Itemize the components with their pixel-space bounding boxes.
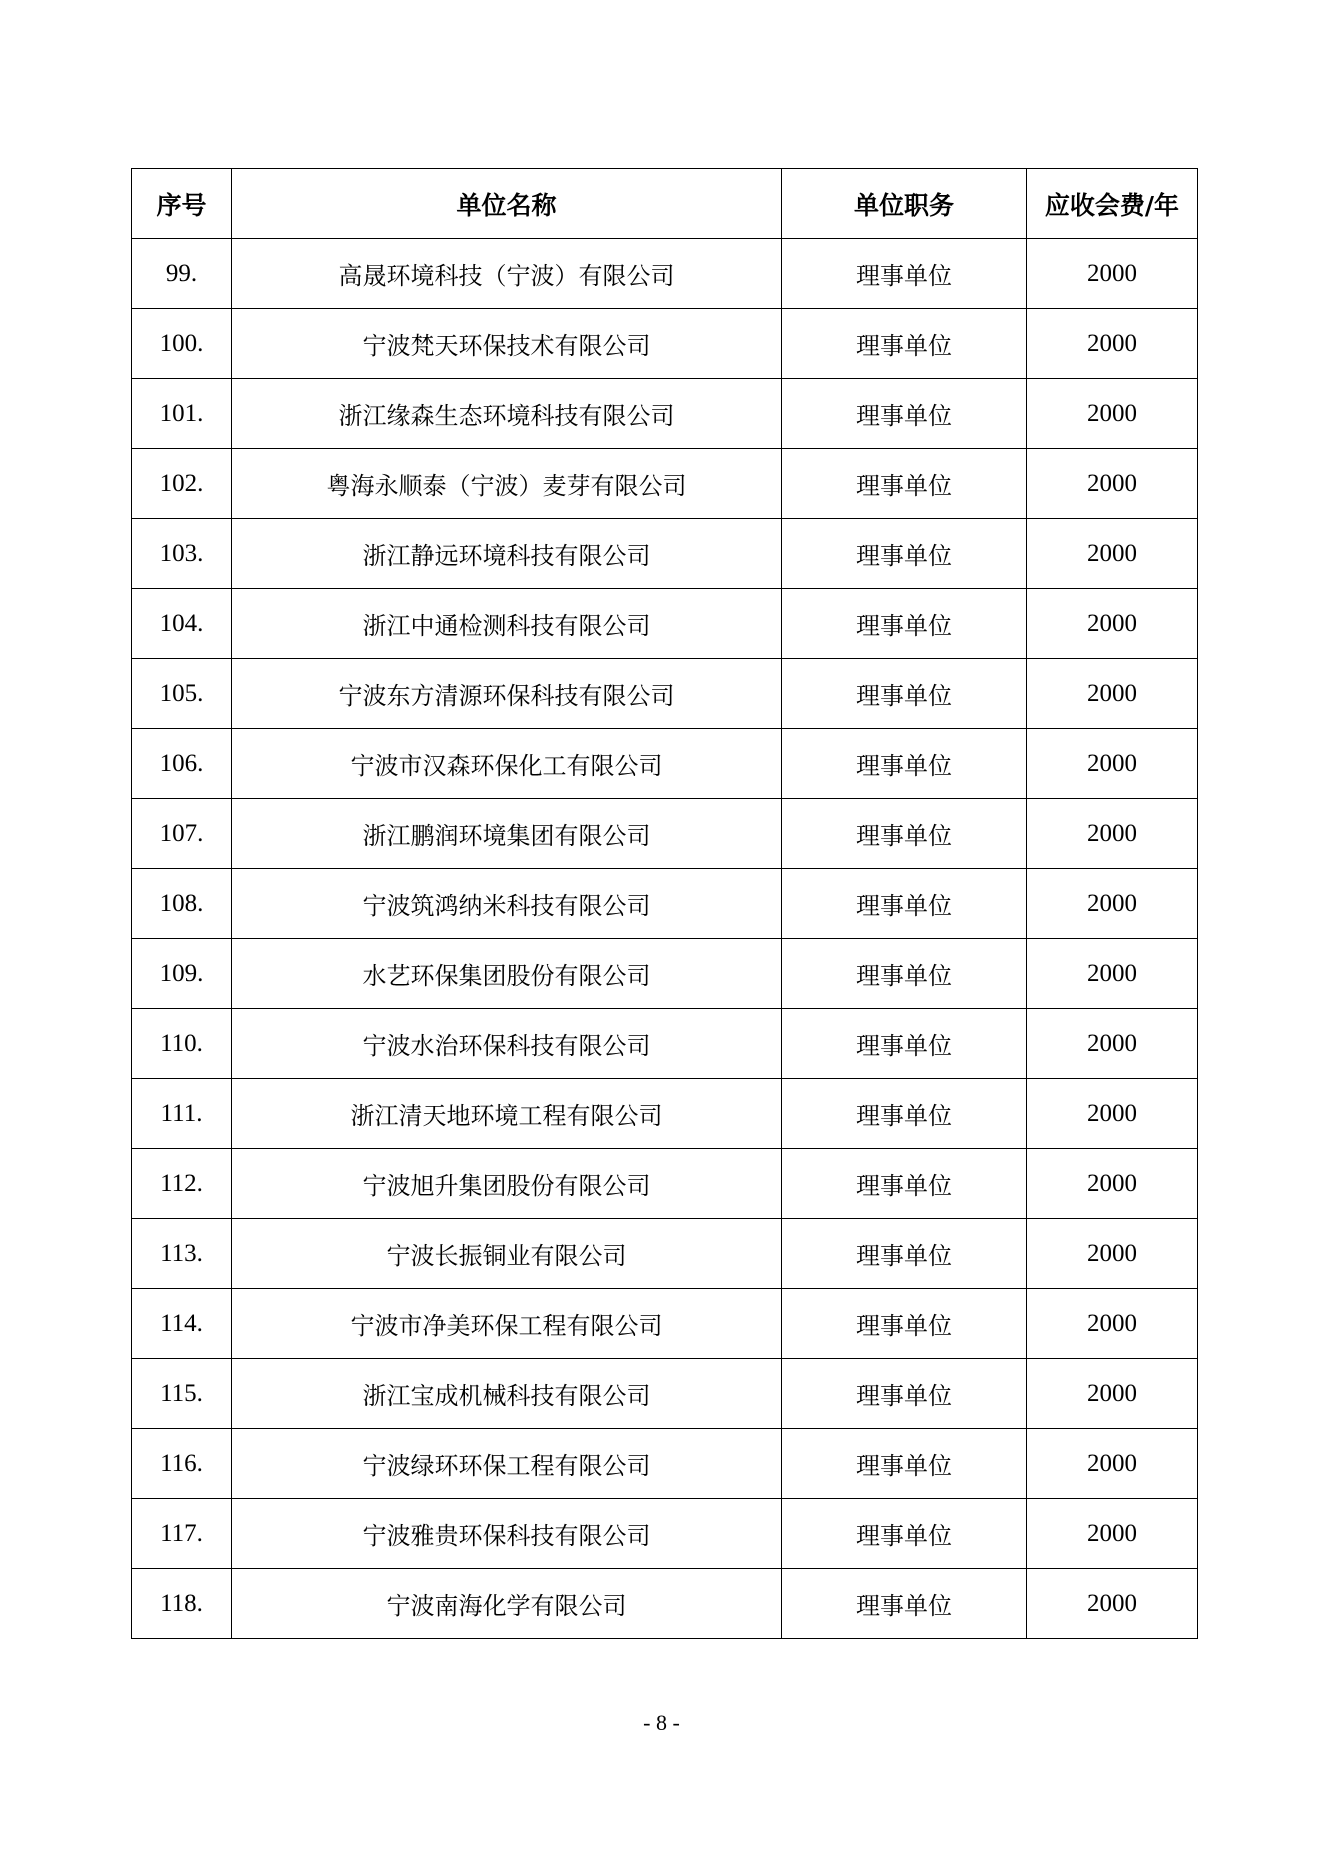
table-row [132, 659, 1198, 729]
table-row [132, 309, 1198, 379]
row-unit-name: 宁波东方清源环保科技有限公司 [232, 659, 782, 729]
table-row [132, 449, 1198, 519]
row-unit-role: 理事单位 [782, 309, 1027, 379]
row-unit-name: 宁波南海化学有限公司 [232, 1569, 782, 1639]
table-row [132, 589, 1198, 659]
row-annual-fee: 2000 [1027, 1219, 1198, 1289]
row-annual-fee: 2000 [1027, 1149, 1198, 1219]
row-unit-name: 浙江宝成机械科技有限公司 [232, 1359, 782, 1429]
row-unit-role: 理事单位 [782, 1499, 1027, 1569]
row-annual-fee: 2000 [1027, 1079, 1198, 1149]
row-index: 111. [132, 1079, 232, 1149]
row-annual-fee: 2000 [1027, 309, 1198, 379]
row-unit-role: 理事单位 [782, 939, 1027, 1009]
row-unit-name: 浙江静远环境科技有限公司 [232, 519, 782, 589]
row-unit-name: 宁波雅贵环保科技有限公司 [232, 1499, 782, 1569]
row-index: 101. [132, 379, 232, 449]
row-annual-fee: 2000 [1027, 1569, 1198, 1639]
row-unit-role: 理事单位 [782, 379, 1027, 449]
row-index: 112. [132, 1149, 232, 1219]
row-index: 100. [132, 309, 232, 379]
row-index: 106. [132, 729, 232, 799]
row-index: 104. [132, 589, 232, 659]
row-annual-fee: 2000 [1027, 1009, 1198, 1079]
row-index: 115. [132, 1359, 232, 1429]
row-annual-fee: 2000 [1027, 1429, 1198, 1499]
table-row [132, 939, 1198, 1009]
row-unit-name: 宁波梵天环保技术有限公司 [232, 309, 782, 379]
row-unit-name: 宁波市净美环保工程有限公司 [232, 1289, 782, 1359]
table-row [132, 1009, 1198, 1079]
row-unit-role: 理事单位 [782, 519, 1027, 589]
row-unit-role: 理事单位 [782, 1219, 1027, 1289]
row-unit-role: 理事单位 [782, 1289, 1027, 1359]
row-unit-role: 理事单位 [782, 1569, 1027, 1639]
row-unit-name: 浙江中通检测科技有限公司 [232, 589, 782, 659]
row-index: 109. [132, 939, 232, 1009]
table-row [132, 869, 1198, 939]
row-index: 117. [132, 1499, 232, 1569]
header-unit-role: 单位职务 [782, 169, 1027, 239]
row-annual-fee: 2000 [1027, 449, 1198, 519]
row-unit-role: 理事单位 [782, 1079, 1027, 1149]
row-unit-role: 理事单位 [782, 869, 1027, 939]
row-unit-name: 宁波市汉森环保化工有限公司 [232, 729, 782, 799]
header-annual-fee: 应收会费/年 [1027, 169, 1198, 239]
table-row [132, 239, 1198, 309]
page-number: - 8 - [643, 1710, 680, 1735]
row-index: 116. [132, 1429, 232, 1499]
row-unit-name: 宁波长振铜业有限公司 [232, 1219, 782, 1289]
row-unit-role: 理事单位 [782, 659, 1027, 729]
row-unit-name: 水艺环保集团股份有限公司 [232, 939, 782, 1009]
row-unit-role: 理事单位 [782, 1429, 1027, 1499]
row-annual-fee: 2000 [1027, 589, 1198, 659]
row-index: 107. [132, 799, 232, 869]
row-unit-role: 理事单位 [782, 799, 1027, 869]
row-unit-name: 粤海永顺泰（宁波）麦芽有限公司 [232, 449, 782, 519]
row-annual-fee: 2000 [1027, 519, 1198, 589]
row-annual-fee: 2000 [1027, 239, 1198, 309]
row-annual-fee: 2000 [1027, 1289, 1198, 1359]
row-annual-fee: 2000 [1027, 379, 1198, 449]
row-index: 105. [132, 659, 232, 729]
row-unit-role: 理事单位 [782, 449, 1027, 519]
row-index: 108. [132, 869, 232, 939]
table-row [132, 1079, 1198, 1149]
row-unit-role: 理事单位 [782, 1149, 1027, 1219]
row-unit-name: 浙江清天地环境工程有限公司 [232, 1079, 782, 1149]
row-unit-name: 宁波绿环环保工程有限公司 [232, 1429, 782, 1499]
row-annual-fee: 2000 [1027, 1359, 1198, 1429]
row-unit-role: 理事单位 [782, 729, 1027, 799]
row-index: 118. [132, 1569, 232, 1639]
row-unit-name: 宁波筑鸿纳米科技有限公司 [232, 869, 782, 939]
table-row [132, 1289, 1198, 1359]
table-header-row [132, 169, 1198, 239]
row-annual-fee: 2000 [1027, 659, 1198, 729]
table-row [132, 799, 1198, 869]
row-annual-fee: 2000 [1027, 1499, 1198, 1569]
row-unit-role: 理事单位 [782, 239, 1027, 309]
table-row [132, 729, 1198, 799]
table-row [132, 1219, 1198, 1289]
table-body [132, 239, 1198, 1639]
row-unit-role: 理事单位 [782, 1359, 1027, 1429]
row-unit-name: 宁波旭升集团股份有限公司 [232, 1149, 782, 1219]
header-unit-name: 单位名称 [232, 169, 782, 239]
row-index: 102. [132, 449, 232, 519]
row-unit-role: 理事单位 [782, 1009, 1027, 1079]
table-row [132, 379, 1198, 449]
row-unit-name: 宁波水治环保科技有限公司 [232, 1009, 782, 1079]
row-unit-name: 浙江鹏润环境集团有限公司 [232, 799, 782, 869]
row-index: 103. [132, 519, 232, 589]
table-row [132, 1569, 1198, 1639]
row-annual-fee: 2000 [1027, 869, 1198, 939]
row-index: 99. [132, 239, 232, 309]
member-fee-table [131, 168, 1198, 1639]
header-index: 序号 [132, 169, 232, 239]
row-index: 114. [132, 1289, 232, 1359]
table-row [132, 1149, 1198, 1219]
row-unit-name: 浙江缘森生态环境科技有限公司 [232, 379, 782, 449]
table-row [132, 1429, 1198, 1499]
row-annual-fee: 2000 [1027, 939, 1198, 1009]
row-annual-fee: 2000 [1027, 799, 1198, 869]
row-index: 110. [132, 1009, 232, 1079]
table-row [132, 1359, 1198, 1429]
row-annual-fee: 2000 [1027, 729, 1198, 799]
table-row [132, 1499, 1198, 1569]
row-unit-name: 高晟环境科技（宁波）有限公司 [232, 239, 782, 309]
row-unit-role: 理事单位 [782, 589, 1027, 659]
table-row [132, 519, 1198, 589]
row-index: 113. [132, 1219, 232, 1289]
